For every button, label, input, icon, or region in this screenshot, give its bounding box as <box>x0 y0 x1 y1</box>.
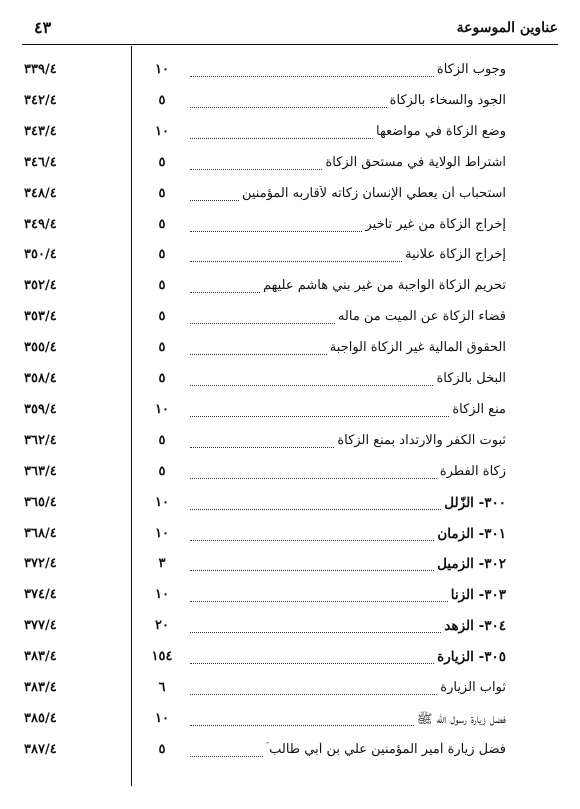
entry-page-ref: ٣٨٣/٤ <box>24 680 57 695</box>
entry-page-ref: ٣٦٥/٤ <box>24 494 57 510</box>
entry-count: ٥ <box>158 463 166 479</box>
leader-dots <box>190 93 387 108</box>
index-row <box>0 186 580 214</box>
leader-dots <box>190 309 335 324</box>
entry-topic: ٣٠٥- الزيارة <box>437 649 506 666</box>
entry-count: ٥ <box>158 340 166 356</box>
entry-topic: منع الزكاة <box>452 401 506 417</box>
entry-topic: إخراج الزكاة من غير تأخير <box>365 216 506 232</box>
leader-dots <box>190 402 449 417</box>
index-row <box>0 526 580 554</box>
entry-count: ٥ <box>158 278 166 294</box>
entry-count: ٥ <box>158 309 166 325</box>
leader-dots <box>190 464 437 479</box>
entry-topic: الجود والسخاء بالزكاة <box>389 92 506 108</box>
entry-page-ref: ٣٥٠/٤ <box>24 247 57 263</box>
leader-dots <box>190 155 322 170</box>
entry-topic: زكاة الفطرة <box>439 463 506 479</box>
entry-page-ref: ٣٦٢/٤ <box>24 432 57 448</box>
entry-page-ref: ٣٤٢/٤ <box>24 92 57 108</box>
entry-topic: فضل زيارة رسول الله ﷺ <box>416 711 506 727</box>
entry-topic: قضاء الزكاة عن الميت من ماله <box>337 309 506 325</box>
leader-dots <box>190 124 373 139</box>
leader-dots <box>190 278 260 293</box>
index-row <box>0 587 580 615</box>
entry-topic: ثبوت الكفر والارتداد بمنع الزكاة <box>337 432 506 448</box>
entry-count: ٥ <box>158 216 166 232</box>
entry-topic: وضع الزكاة في مواضعها <box>376 123 506 139</box>
index-row <box>0 247 580 275</box>
entry-page-ref: ٣٦٨/٤ <box>24 525 57 541</box>
entry-page-ref: ٣٧٢/٤ <box>24 556 57 572</box>
leader-dots <box>190 587 448 602</box>
entry-count: ٥ <box>158 185 166 201</box>
entry-topic: البخل بالزكاة <box>436 371 506 386</box>
entry-count: ١٠ <box>155 587 169 603</box>
index-row <box>0 495 580 523</box>
entry-page-ref: ٣٥٨/٤ <box>24 371 57 386</box>
index-row <box>0 309 580 337</box>
index-row <box>0 278 580 306</box>
entry-topic: الحقوق المالية غير الزكاة الواجبة <box>329 340 506 356</box>
entry-page-ref: ٣٨٣/٤ <box>24 649 57 665</box>
entry-count: ١٠ <box>155 401 169 417</box>
entry-page-ref: ٣٤٨/٤ <box>24 185 57 201</box>
index-row <box>0 742 580 770</box>
entry-topic: ثواب الزيارة <box>440 680 506 695</box>
entry-topic: إخراج الزكاة علانية <box>405 247 506 263</box>
entry-count: ١٠ <box>155 62 169 77</box>
leader-dots <box>190 495 441 510</box>
entry-topic: فضل زيارة أمير المؤمنين علي بن أبي طالب ؑ <box>265 741 506 757</box>
index-row <box>0 155 580 183</box>
entry-page-ref: ٣٧٧/٤ <box>24 618 57 634</box>
leader-dots <box>190 649 434 664</box>
index-row <box>0 402 580 430</box>
leader-dots <box>190 742 263 757</box>
entry-count: ٥ <box>158 247 166 263</box>
leader-dots <box>190 556 434 571</box>
header-rule <box>22 44 558 45</box>
entry-count: ٥ <box>158 154 166 170</box>
entry-topic: ٣٠٣- الزنا <box>450 587 506 604</box>
entry-count: ٥ <box>158 741 166 757</box>
leader-dots <box>190 711 414 726</box>
leader-dots <box>190 247 402 262</box>
index-row <box>0 93 580 121</box>
leader-dots <box>190 618 441 633</box>
page-header <box>22 16 558 40</box>
entry-topic: اشتراط الولاية في مستحق الزكاة <box>325 154 506 170</box>
leader-dots <box>190 186 239 201</box>
entry-count: ٥ <box>158 432 166 448</box>
entry-topic: ٣٠٤- الزهد <box>444 618 506 635</box>
entry-count: ١٠ <box>155 525 169 541</box>
index-row <box>0 62 580 90</box>
leader-dots <box>190 217 362 232</box>
entry-page-ref: ٣٤٩/٤ <box>24 216 57 232</box>
entry-count: ٥ <box>158 92 166 108</box>
entry-topic: ٣٠٢- الزميل <box>437 556 506 573</box>
entry-count: ٦ <box>158 680 166 695</box>
entry-topic: ٣٠٠- الزّلل <box>444 494 506 511</box>
index-row <box>0 217 580 245</box>
entry-page-ref: ٣٦٣/٤ <box>24 463 57 479</box>
index-row <box>0 711 580 739</box>
entry-count: ١٠ <box>155 710 169 726</box>
entry-topic: ٣٠١- الزمان <box>437 525 506 542</box>
index-row <box>0 649 580 677</box>
leader-dots <box>190 433 334 448</box>
entry-page-ref: ٣٤٣/٤ <box>24 123 57 139</box>
leader-dots <box>190 340 327 355</box>
entry-page-ref: ٣٥٣/٤ <box>24 309 57 325</box>
entry-page-ref: ٣٥٢/٤ <box>24 278 57 294</box>
index-row <box>0 124 580 152</box>
entry-page-ref: ٣٨٥/٤ <box>24 710 57 726</box>
entry-count: ٥ <box>158 371 166 386</box>
page-title: عناوين الموسوعة <box>456 20 558 36</box>
entry-page-ref: ٣٤٦/٤ <box>24 154 57 170</box>
entry-topic: وجوب الزكاة <box>436 62 506 77</box>
entry-page-ref: ٣٧٤/٤ <box>24 587 57 603</box>
index-row <box>0 371 580 399</box>
entry-page-ref: ٣٨٧/٤ <box>24 741 57 757</box>
entry-count: ٢٠ <box>155 618 169 634</box>
entry-count: ١٠ <box>155 123 169 139</box>
index-row <box>0 556 580 584</box>
entry-page-ref: ٣٥٩/٤ <box>24 401 57 417</box>
entry-topic: استحباب أن يعطي الإنسان زكاته لأقاربه المؤمنين <box>241 185 506 201</box>
entry-page-ref: ٣٣٩/٤ <box>24 62 57 77</box>
entry-count: ١٥٤ <box>151 649 173 665</box>
leader-dots <box>190 371 433 386</box>
leader-dots <box>190 680 437 695</box>
leader-dots <box>190 62 434 77</box>
page-number: ٤٣ <box>34 18 52 37</box>
index-row <box>0 340 580 368</box>
leader-dots <box>190 526 434 541</box>
entry-count: ٣ <box>158 556 166 572</box>
entry-count: ١٠ <box>155 494 169 510</box>
index-row <box>0 618 580 646</box>
index-row <box>0 433 580 461</box>
index-row <box>0 680 580 708</box>
entry-topic: تحريم الزكاة الواجبة من غير بني هاشم عليهم <box>262 278 506 294</box>
entry-page-ref: ٣٥٥/٤ <box>24 340 57 356</box>
index-row <box>0 464 580 492</box>
